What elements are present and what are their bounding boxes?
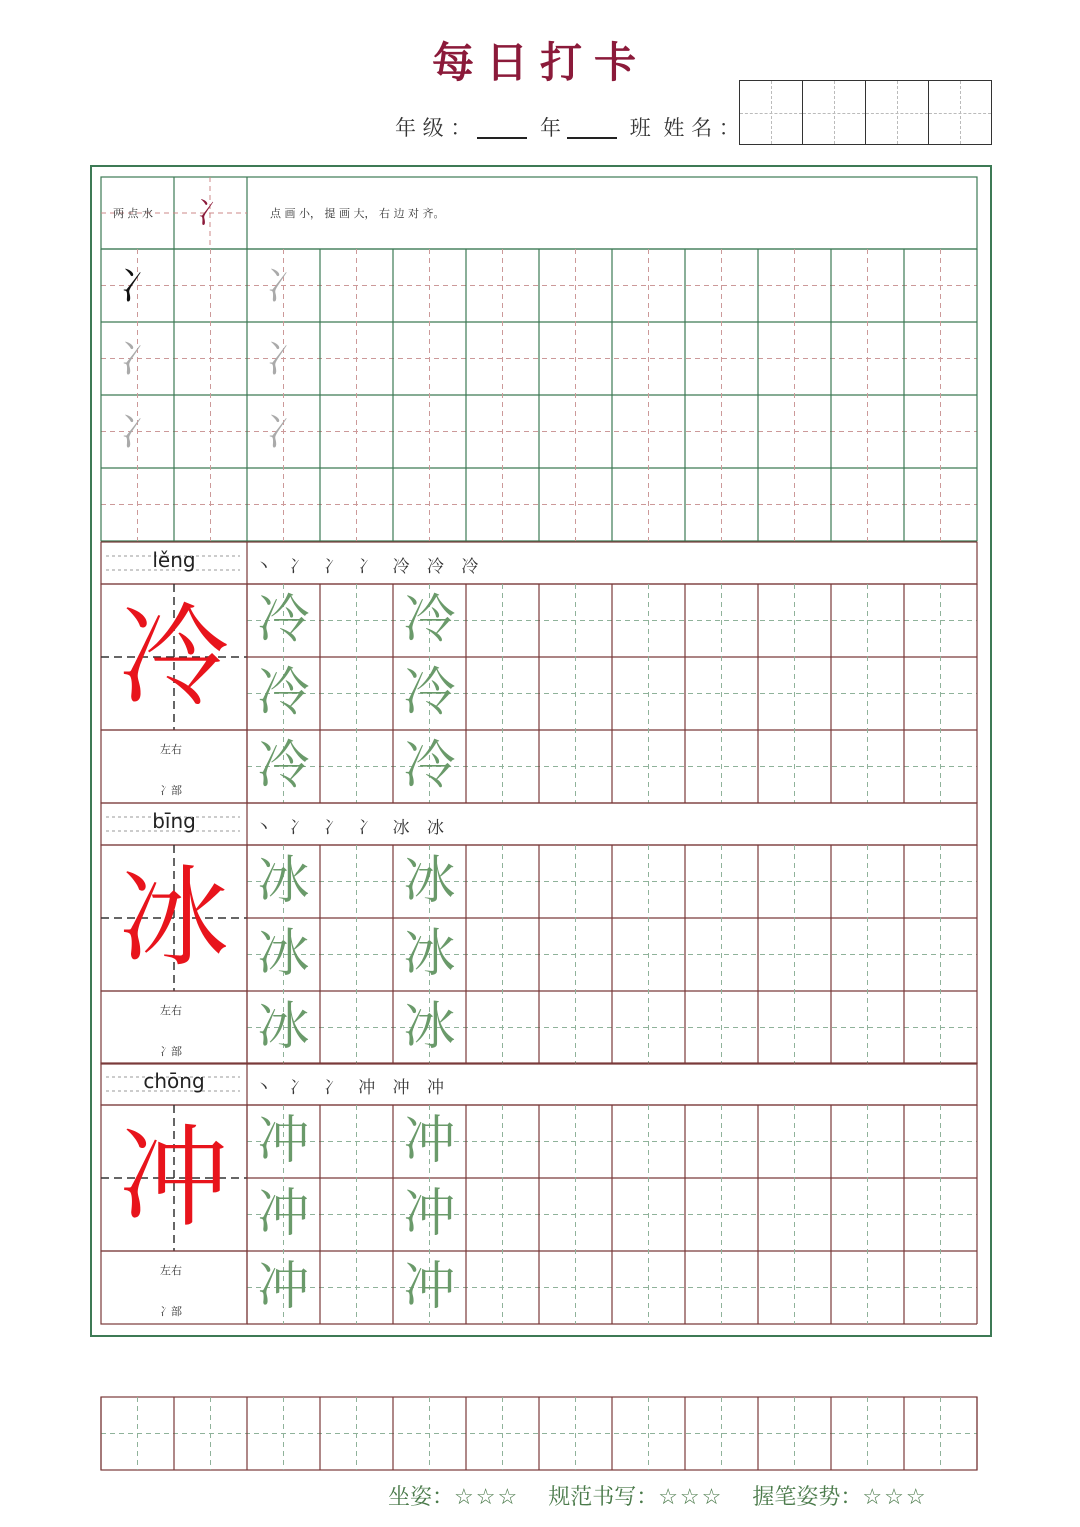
structure-label: 左右: [160, 1004, 182, 1017]
trace-character[interactable]: 冷: [257, 590, 310, 650]
year-label: 年: [540, 116, 562, 140]
trace-character[interactable]: 冷: [257, 736, 310, 796]
trace-character[interactable]: 冷: [403, 663, 456, 723]
trace-character[interactable]: 冰: [403, 924, 456, 984]
stroke-order: 丶 冫 冫 冫 冷 冷 冷: [255, 557, 485, 577]
posture-stars[interactable]: ☆☆☆: [454, 1485, 520, 1510]
radical-label: 冫部: [160, 1045, 182, 1058]
model-character: 冲: [119, 1114, 229, 1242]
trace-character[interactable]: 冲: [257, 1184, 310, 1244]
radical-tip: 点 画 小， 提 画 大， 右 边 对 齐。: [270, 207, 445, 220]
radical-practice-trace: 冫: [265, 337, 304, 381]
trace-character[interactable]: 冰: [257, 851, 310, 911]
grip-stars[interactable]: ☆☆☆: [862, 1485, 928, 1510]
trace-character[interactable]: 冲: [257, 1257, 310, 1317]
radical-practice-trace: 冫: [119, 337, 158, 381]
trace-character[interactable]: 冷: [403, 590, 456, 650]
structure-label: 左右: [160, 1264, 182, 1277]
writing-stars[interactable]: ☆☆☆: [658, 1485, 724, 1510]
radical-practice-trace: 冫: [119, 410, 158, 454]
trace-character[interactable]: 冲: [257, 1111, 310, 1171]
radical-practice-dark: 冫: [119, 264, 158, 308]
pinyin: chōng: [143, 1069, 205, 1093]
class-label: 班: [629, 116, 651, 140]
page-title: 每日打卡: [431, 38, 648, 87]
radical-label: 冫部: [160, 1305, 182, 1318]
name-label: 姓 名 ：: [663, 116, 740, 140]
trace-character[interactable]: 冲: [403, 1184, 456, 1244]
radical-label: 冫部: [160, 784, 182, 797]
stroke-order: 丶 冫 冫 冫 冰 冰: [255, 818, 451, 838]
radical-practice-trace: 冫: [265, 410, 304, 454]
trace-character[interactable]: 冰: [403, 997, 456, 1057]
model-character: 冰: [119, 854, 229, 982]
radical-model: 冫: [196, 196, 227, 231]
trace-character[interactable]: 冷: [257, 663, 310, 723]
trace-character[interactable]: 冲: [403, 1111, 456, 1171]
model-character: 冷: [119, 593, 229, 721]
radical-practice-trace: 冫: [265, 264, 304, 308]
writing-label: 规范书写：: [548, 1485, 659, 1510]
evaluation-footer: [388, 1480, 950, 1511]
trace-character[interactable]: 冰: [257, 924, 310, 984]
pinyin: bīng: [152, 809, 196, 833]
stroke-order: 丶 冫 冫 冲 冲 冲: [255, 1078, 451, 1098]
pinyin: lěng: [152, 548, 196, 572]
trace-character[interactable]: 冰: [257, 997, 310, 1057]
structure-label: 左右: [160, 743, 182, 756]
grip-label: 握笔姿势：: [752, 1485, 863, 1510]
posture-label: 坐姿：: [388, 1485, 455, 1510]
trace-character[interactable]: 冰: [403, 851, 456, 911]
trace-character[interactable]: 冷: [403, 736, 456, 796]
trace-character[interactable]: 冲: [403, 1257, 456, 1317]
radical-name: 两 点 水: [113, 207, 153, 220]
grade-label: 年 级 ：: [395, 116, 472, 140]
